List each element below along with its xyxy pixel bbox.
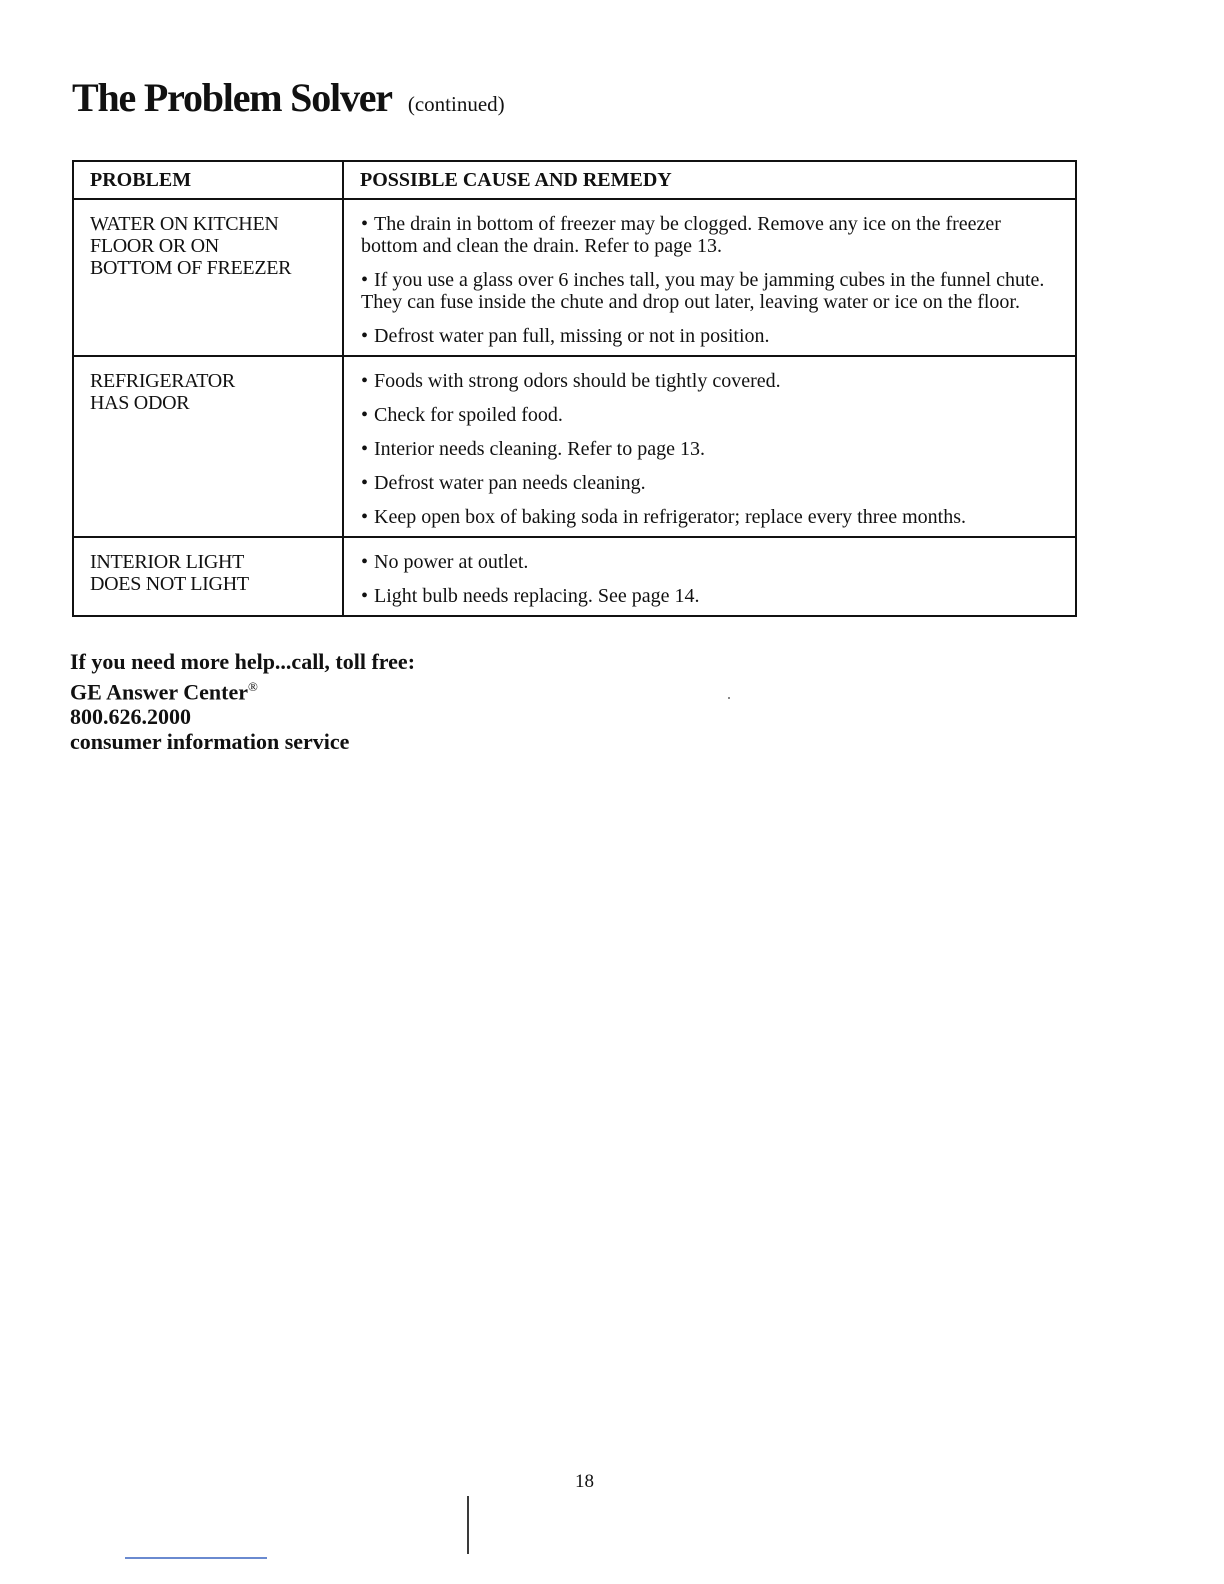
remedy-text: No power at outlet. xyxy=(374,551,529,573)
help-heading: If you need more help...call, toll free: xyxy=(70,649,416,674)
page-number: 18 xyxy=(575,1471,594,1492)
remedy-item xyxy=(361,404,1059,426)
bullet-icon: • xyxy=(361,404,369,426)
page-title xyxy=(72,74,505,121)
remedy-item xyxy=(361,506,1059,528)
problem-text: BOTTOM OF FREEZER xyxy=(90,257,292,279)
remedy-item xyxy=(361,551,1059,573)
problem-text: REFRIGERATOR xyxy=(90,370,235,392)
bullet-icon: • xyxy=(361,213,369,235)
problem-text: FLOOR OR ON xyxy=(90,235,219,257)
table-row xyxy=(73,356,1076,537)
problem-text: INTERIOR LIGHT xyxy=(90,551,245,573)
scan-artifact-line xyxy=(467,1496,469,1554)
help-contact-block xyxy=(70,649,415,754)
bullet-icon: • xyxy=(361,585,369,607)
registered-mark: ® xyxy=(248,679,258,694)
help-center-text: GE Answer Center xyxy=(70,679,249,705)
help-phone-number: 800.626.2000 xyxy=(70,704,191,730)
remedy-item xyxy=(361,213,1059,257)
bullet-icon: • xyxy=(361,472,369,494)
bullet-icon: • xyxy=(361,269,369,291)
help-center-name xyxy=(70,674,415,704)
remedy-item xyxy=(361,269,1059,313)
remedy-text: If you use a glass over 6 inches tall, you may be jamming cubes in the funnel chute. They can fuse inside the chute and drop out later, leaving water or ice on the floor. xyxy=(361,269,1045,313)
remedy-text: Light bulb needs replacing. See page 14. xyxy=(374,585,700,607)
page-title-main: The Problem Solver xyxy=(72,75,392,120)
scan-artifact-line xyxy=(125,1557,267,1559)
problem-text: DOES NOT LIGHT xyxy=(90,573,249,595)
problem-text: WATER ON KITCHEN xyxy=(90,213,279,235)
bullet-icon: • xyxy=(361,325,369,347)
remedy-text: Keep open box of baking soda in refrigerator; replace every three months. xyxy=(374,506,967,528)
problem-solver-table xyxy=(72,160,1077,617)
remedy-text: Foods with strong odors should be tightly covered. xyxy=(374,370,781,392)
problem-cell xyxy=(73,199,343,356)
bullet-icon: • xyxy=(361,438,369,460)
remedy-text: Check for spoiled food. xyxy=(374,404,563,426)
problem-cell xyxy=(73,356,343,537)
remedy-item xyxy=(361,325,1059,347)
problem-cell xyxy=(73,537,343,616)
remedy-cell xyxy=(343,537,1076,616)
remedy-item xyxy=(361,370,1059,392)
bullet-icon: • xyxy=(361,506,369,528)
problem-text: HAS ODOR xyxy=(90,392,190,414)
remedy-cell xyxy=(343,356,1076,537)
problem-column-header: PROBLEM xyxy=(73,161,343,199)
scan-artifact-dot xyxy=(728,697,730,699)
table-row xyxy=(73,199,1076,356)
remedy-text: Interior needs cleaning. Refer to page 13. xyxy=(374,438,705,460)
page-title-continued: (continued) xyxy=(407,92,505,116)
remedy-text: The drain in bottom of freezer may be clogged. Remove any ice on the freezer bottom and clean the drain. Refer to page 13. xyxy=(361,213,1001,257)
bullet-icon: • xyxy=(361,551,369,573)
table-row xyxy=(73,537,1076,616)
table-header-row xyxy=(73,161,1076,199)
bullet-icon: • xyxy=(361,370,369,392)
remedy-item xyxy=(361,438,1059,460)
remedy-cell xyxy=(343,199,1076,356)
help-service-label: consumer information service xyxy=(70,729,350,755)
remedy-text: Defrost water pan full, missing or not in position. xyxy=(374,325,770,347)
remedy-item xyxy=(361,472,1059,494)
remedy-item xyxy=(361,585,1059,607)
remedy-column-header: POSSIBLE CAUSE AND REMEDY xyxy=(343,161,1076,199)
remedy-text: Defrost water pan needs cleaning. xyxy=(374,472,646,494)
